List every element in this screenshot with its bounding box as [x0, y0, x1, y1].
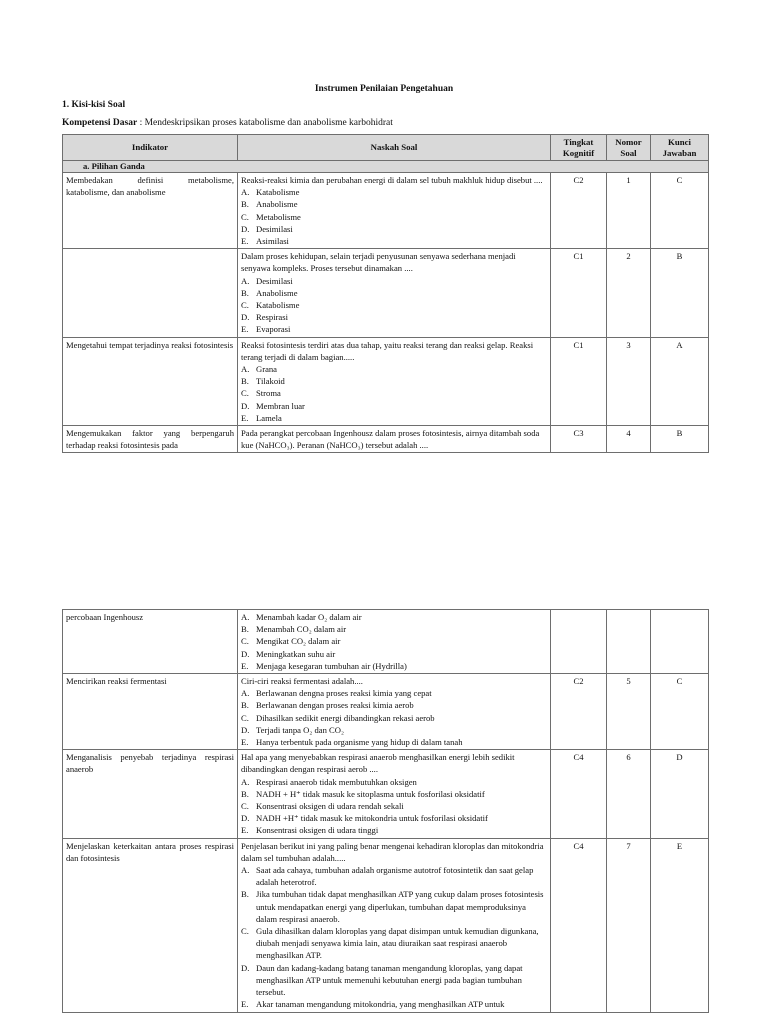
kunci-cell [651, 610, 709, 674]
option-letter: C. [241, 211, 249, 222]
naskah-soal-cell [238, 610, 551, 674]
tingkat-cell: C1 [551, 249, 607, 337]
option-letter: A. [241, 364, 250, 375]
option-letter: D. [241, 223, 250, 234]
nomor-cell: 6 [607, 750, 651, 838]
naskah-soal-cell [238, 337, 551, 425]
page-break-gap [62, 478, 712, 606]
option-text: Menambah CO₂ dalam air [256, 624, 347, 635]
answer-option [241, 611, 547, 623]
indikator-cell: Menganalisis penyebab terjadinya respirasi anaerob [63, 750, 238, 838]
answer-option [241, 635, 547, 647]
naskah-soal-cell [238, 249, 551, 337]
option-letter: D. [241, 962, 250, 973]
answer-option [241, 287, 547, 299]
naskah-soal-cell [238, 674, 551, 750]
naskah-soal-cell [238, 426, 551, 453]
tingkat-cell: C2 [551, 173, 607, 249]
option-text: Konsentrasi oksigen di udara tinggi [256, 825, 379, 836]
option-text: Grana [256, 364, 277, 375]
kunci-cell: D [651, 750, 709, 838]
option-letter: B. [241, 287, 249, 298]
table-row [63, 838, 709, 1012]
option-letter: E. [241, 825, 249, 836]
answer-option [241, 648, 547, 660]
answer-option [241, 623, 547, 635]
kompetensi-dasar [62, 118, 393, 128]
option-text: Anabolisme [256, 287, 298, 298]
option-letter: B. [241, 624, 249, 635]
indikator-cell: Mengetahui tempat terjadinya reaksi fotosintesis [63, 337, 238, 425]
option-letter: A. [241, 275, 250, 286]
option-letter: C. [241, 300, 249, 311]
naskah-soal-cell [238, 838, 551, 1012]
option-letter: A. [241, 612, 250, 622]
option-letter: E. [241, 324, 249, 335]
section-heading: 1. Kisi-kisi Soal [62, 100, 126, 110]
answer-option [241, 311, 547, 323]
answer-option [241, 800, 547, 812]
option-letter: C. [241, 636, 249, 647]
kisi-table-part-1 [62, 134, 709, 453]
option-text: Anabolisme [256, 199, 298, 210]
option-letter: C. [241, 926, 249, 937]
option-letter: D. [241, 813, 250, 824]
answer-option [241, 211, 547, 223]
option-text: Metabolisme [256, 211, 301, 222]
option-text: NADH +H⁺ tidak masuk ke mitokondria untuk fosforilasi oksidatif [256, 813, 488, 824]
option-letter: C. [241, 712, 249, 723]
tingkat-cell: C2 [551, 674, 607, 750]
answer-option [241, 788, 547, 800]
answer-option [241, 198, 547, 210]
option-text: Daun dan kadang-kadang batang tanaman mengandung kloroplas, yang dapat menghasilkan ATP untuk memenuhi kebutuhan energi pada bagian tumbuhan tersebut. [256, 962, 523, 998]
option-text: Desimilasi [256, 223, 293, 234]
option-letter: B. [241, 889, 249, 900]
option-text: Respirasi anaerob tidak membutuhkan oksigen [256, 776, 417, 787]
option-letter: B. [241, 788, 249, 799]
table-row [63, 426, 709, 453]
answer-option [241, 962, 547, 999]
nomor-cell: 3 [607, 337, 651, 425]
header-tingkat-kognitif: Tingkat Kognitif [551, 135, 607, 161]
option-letter: E. [241, 660, 249, 671]
answer-option [241, 812, 547, 824]
kunci-cell: A [651, 337, 709, 425]
answer-option [241, 724, 547, 736]
option-letter: C. [241, 801, 249, 812]
header-indikator: Indikator [63, 135, 238, 161]
answer-option [241, 275, 547, 287]
option-text: Jika tumbuhan tidak dapat menghasilkan ATP yang cukup dalam proses fotosintesis untuk mendapatkan energi yang diperlukan, tumbuhan dapat memproduksinya dalam respirasi anaerob. [256, 889, 544, 924]
option-text: Stroma [256, 388, 281, 399]
question-text: Hal apa yang menyebabkan respirasi anaerob menghasilkan energi lebih sedikit dibandingkan dengan respirasi aerob .... [241, 752, 515, 775]
option-text: Mengikat CO₂ dalam air [256, 636, 341, 647]
answer-option [241, 223, 547, 235]
option-letter: D. [241, 312, 250, 323]
answer-option [241, 712, 547, 724]
option-text: Respirasi [256, 312, 288, 323]
option-letter: A. [241, 776, 250, 787]
answer-option [241, 925, 547, 962]
table-row [63, 674, 709, 750]
answer-option [241, 412, 547, 424]
answer-option [241, 235, 547, 247]
option-text: Menjaga kesegaran tumbuhan air (Hydrilla) [256, 660, 407, 671]
option-text: Katabolisme [256, 187, 300, 198]
indikator-cell: Mencirikan reaksi fermentasi [63, 674, 238, 750]
tingkat-cell: C3 [551, 426, 607, 453]
option-text: NADH + H⁺ tidak masuk ke sitoplasma untuk fosforilasi oksidatif [256, 788, 485, 799]
question-text: Reaksi-reaksi kimia dan perubahan energi di dalam sel tubuh makhluk hidup disebut .... [241, 175, 543, 185]
header-naskah-soal: Naskah Soal [238, 135, 551, 161]
option-letter: B. [241, 376, 249, 387]
option-letter: E. [241, 999, 249, 1010]
kunci-cell: B [651, 426, 709, 453]
option-text: Akar tanaman mengandung mitokondria, yang menghasilkan ATP untuk [256, 999, 505, 1010]
question-text: Ciri-ciri reaksi fermentasi adalah.... [241, 676, 363, 687]
indikator-cell: percobaan Ingenhousz [63, 610, 238, 674]
option-letter: E. [241, 412, 249, 423]
subheader-row [63, 161, 709, 173]
option-letter: D. [241, 724, 250, 735]
kunci-cell: B [651, 249, 709, 337]
kunci-cell: C [651, 173, 709, 249]
option-text: Berlawanan dengna proses reaksi kimia yang cepat [256, 688, 432, 699]
answer-option [241, 323, 547, 335]
naskah-soal-cell [238, 173, 551, 249]
option-text: Terjadi tanpa O₂ dan CO₂ [256, 724, 344, 735]
kunci-cell: C [651, 674, 709, 750]
option-text: Dihasilkan sedikit energi dibandingkan rekasi aerob [256, 712, 435, 723]
nomor-cell: 5 [607, 674, 651, 750]
kompetensi-label: Kompetensi Dasar [62, 118, 138, 128]
answer-option [241, 699, 547, 711]
option-letter: A. [241, 865, 250, 876]
header-nomor-soal: Nomor Soal [607, 135, 651, 161]
option-letter: E. [241, 737, 249, 748]
kunci-cell: E [651, 838, 709, 1012]
tingkat-cell: C4 [551, 838, 607, 1012]
question-text: Dalam proses kehidupan, selain terjadi penyusunan senyawa sederhana menjadi senyawa kompleks. Proses tersebut dinamakan .... [241, 251, 516, 274]
option-text: Evaporasi [256, 324, 291, 335]
option-text: Hanya terbentuk pada organisme yang hidup di dalam tanah [256, 737, 463, 748]
indikator-cell: Mengemukakan faktor yang berpengaruh terhadap reaksi fotosintesis pada [63, 426, 238, 453]
table-row [63, 173, 709, 249]
answer-option [241, 888, 547, 925]
document-title: Instrumen Penilaian Pengetahuan [314, 84, 454, 94]
answer-option [241, 998, 547, 1010]
option-text: Lamela [256, 412, 282, 423]
answer-option [241, 660, 547, 672]
tingkat-cell [551, 610, 607, 674]
nomor-cell: 1 [607, 173, 651, 249]
option-text: Tilakoid [256, 376, 285, 387]
kisi-table-part-2 [62, 609, 709, 1013]
table-row [63, 610, 709, 674]
option-text: Desimilasi [256, 275, 293, 286]
answer-option [241, 824, 547, 836]
option-letter: D. [241, 648, 250, 659]
answer-option [241, 776, 547, 788]
option-letter: A. [241, 187, 250, 198]
answer-option [241, 687, 547, 699]
indikator-cell: Membedakan definisi metabolisme, katabolisme, dan anabolisme [63, 173, 238, 249]
option-text: Membran luar [256, 400, 305, 411]
nomor-cell [607, 610, 651, 674]
option-letter: A. [241, 688, 250, 699]
header-kunci-jawaban: Kunci Jawaban [651, 135, 709, 161]
answer-option [241, 400, 547, 412]
option-letter: C. [241, 388, 249, 399]
subheader-pilihan-ganda: a. Pilihan Ganda [63, 161, 709, 173]
question-text: Penjelasan berikut ini yang paling benar mengenai kehadiran kloroplas dan mitokondria dalam sel tumbuhan adalah..... [241, 840, 544, 863]
option-text: Asimilasi [256, 236, 289, 247]
table-row [63, 750, 709, 838]
naskah-soal-cell [238, 750, 551, 838]
option-text: Katabolisme [256, 300, 300, 311]
option-text: Berlawanan dengan proses reaksi kimia aerob [256, 700, 414, 711]
kompetensi-text: : Mendeskripsikan proses katabolisme dan anabolisme karbohidrat [137, 118, 393, 128]
option-text: Gula dihasilkan dalam kloroplas yang dapat disimpan untuk kemudian digunkana, diubah menjadi senyawa kimia lain, atau diuraikan saat respirasi anaerob menghasilkan ATP. [256, 926, 539, 961]
answer-option [241, 387, 547, 399]
tingkat-cell: C1 [551, 337, 607, 425]
option-letter: B. [241, 199, 249, 210]
option-text: Konsentrasi oksigen di udara rendah sekali [256, 801, 404, 812]
option-letter: B. [241, 700, 249, 711]
nomor-cell: 7 [607, 838, 651, 1012]
tingkat-cell: C4 [551, 750, 607, 838]
table-row [63, 249, 709, 337]
answer-option [241, 299, 547, 311]
answer-option [241, 736, 547, 748]
question-text: Reaksi fotosintesis terdiri atas dua tahap, yaitu reaksi terang dan reaksi gelap. Reaksi terang terjadi di dalam bagian..... [241, 339, 534, 362]
nomor-cell: 4 [607, 426, 651, 453]
answer-option [241, 363, 547, 375]
option-letter: E. [241, 236, 249, 247]
nomor-cell: 2 [607, 249, 651, 337]
option-text: Menambah kadar O₂ dalam air [256, 612, 362, 622]
option-text: Meningkatkan suhu air [256, 648, 336, 659]
option-text: Saat ada cahaya, tumbuhan adalah organisme autotrof fotosintetik dan saat gelap adalah heterotrof. [256, 865, 534, 888]
option-letter: D. [241, 400, 250, 411]
question-text: Pada perangkat percobaan Ingenhousz dalam proses fotosintesis, airnya ditambah soda kue (NaHCO₃). Peranan (NaHCO₃) tersebut adalah .... [241, 428, 540, 451]
table-row [63, 337, 709, 425]
indikator-cell: Menjelaskan keterkaitan antara proses respirasi dan fotosintesis [63, 838, 238, 1012]
indikator-cell [63, 249, 238, 337]
answer-option [241, 864, 547, 888]
answer-option [241, 186, 547, 198]
answer-option [241, 375, 547, 387]
